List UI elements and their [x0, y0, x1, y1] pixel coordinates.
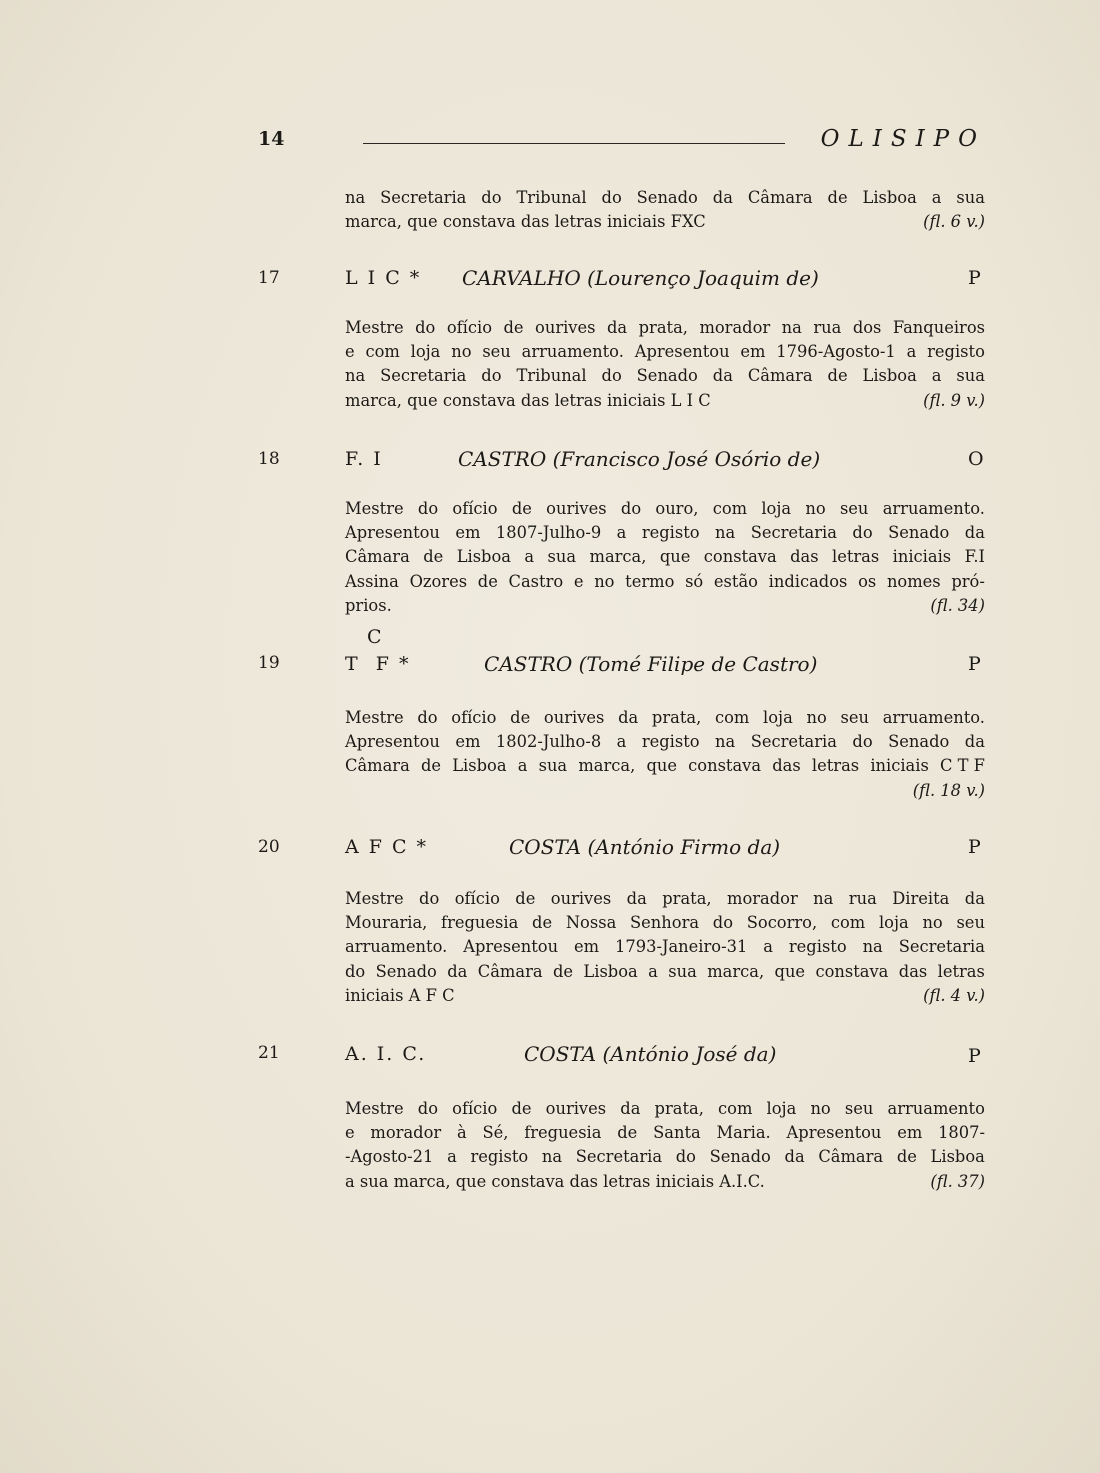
- word: a: [616, 523, 627, 543]
- word: Senado: [636, 366, 698, 386]
- word: seu: [956, 913, 985, 933]
- word: do: [415, 318, 436, 337]
- word: da: [620, 1099, 641, 1118]
- word: na: [715, 523, 736, 543]
- word: ourives: [550, 889, 612, 908]
- word: Lisboa: [583, 961, 638, 981]
- text-line-last: [345, 984, 985, 1008]
- word: freguesia: [524, 1123, 602, 1143]
- word: nomes: [886, 571, 941, 591]
- word: seu: [844, 1099, 874, 1118]
- word: com: [718, 1099, 753, 1118]
- word: do: [419, 889, 440, 908]
- word: Lisboa: [862, 188, 917, 207]
- word: da: [964, 523, 985, 543]
- text-line: [345, 316, 985, 340]
- text-line: [345, 960, 985, 984]
- word: na: [715, 732, 736, 752]
- folio-reference: (fl. 37): [930, 1171, 985, 1191]
- word: marca,: [707, 961, 765, 981]
- line-text: marca, que constava das letras iniciais FXC: [345, 212, 706, 232]
- word: ofício: [454, 889, 500, 908]
- word: Secretaria: [380, 188, 467, 207]
- word: do: [417, 499, 439, 518]
- word: na: [813, 889, 834, 908]
- entry-name: CASTRO (Tomé Filipe de Castro): [484, 652, 818, 676]
- word: no: [594, 571, 615, 591]
- word: à: [456, 1123, 467, 1143]
- word: ofício: [452, 1099, 498, 1118]
- word: loja: [766, 1099, 797, 1118]
- text-line: [345, 911, 985, 935]
- word: das: [898, 961, 928, 981]
- entry-name: CASTRO (Francisco José Osório de): [458, 447, 821, 471]
- word: arruamento: [887, 1099, 985, 1118]
- word: que: [774, 961, 806, 981]
- word: das: [790, 547, 819, 567]
- word: do: [712, 913, 734, 933]
- word: de: [896, 1147, 917, 1167]
- entry-mark: L I C *: [345, 267, 422, 289]
- word: Mestre: [345, 1099, 404, 1118]
- word: a: [648, 961, 658, 981]
- entry-number: 17: [258, 268, 280, 288]
- word: registo: [788, 937, 847, 957]
- word: Santa: [653, 1123, 701, 1143]
- line-text: a sua marca, que constava das letras iniciais A.I.C.: [345, 1171, 765, 1191]
- entry-mark: A F C *: [345, 836, 429, 858]
- header-rule: [363, 143, 785, 144]
- word: Apresentou: [786, 1123, 882, 1143]
- word: de: [420, 756, 442, 776]
- word: ofício: [452, 499, 498, 518]
- word: na: [862, 937, 883, 957]
- word: da: [447, 961, 468, 981]
- word: seu: [839, 499, 869, 518]
- word: Senado: [375, 961, 437, 981]
- entry-name: CARVALHO (Lourenço Joaquim de): [462, 266, 819, 290]
- word: ofício: [446, 318, 492, 337]
- word: Mestre: [345, 318, 404, 337]
- word: Senado: [636, 188, 698, 207]
- text-line: [345, 545, 985, 569]
- text-line: [345, 754, 985, 778]
- word: dos: [852, 318, 882, 337]
- word: Senado: [709, 1147, 771, 1167]
- word: morador: [727, 889, 798, 908]
- word: na: [345, 366, 366, 386]
- word: na: [781, 318, 802, 337]
- entry-type: P: [968, 267, 981, 289]
- word: no: [922, 913, 943, 933]
- word: Câmara: [818, 1147, 884, 1167]
- word: do: [417, 1099, 438, 1118]
- word: iniciais: [870, 756, 929, 776]
- word: 1796-Agosto-1: [776, 342, 896, 362]
- word: Senhora: [630, 913, 700, 933]
- word: de: [552, 961, 574, 981]
- text-line: [345, 340, 985, 364]
- word: de: [511, 499, 532, 518]
- entry-mark: T F *: [345, 653, 411, 675]
- word: rua: [813, 318, 842, 337]
- entry-type: P: [968, 1045, 981, 1067]
- word: do: [852, 732, 873, 752]
- word: Apresentou: [345, 523, 440, 543]
- word: Apresentou: [463, 937, 559, 957]
- word: Lisboa: [456, 547, 511, 567]
- word: de: [617, 1123, 638, 1143]
- text-line: [345, 570, 985, 594]
- word: na: [345, 188, 366, 207]
- word: Secretaria: [575, 1147, 663, 1167]
- word: do: [852, 523, 873, 543]
- folio-reference: (fl. 34): [930, 595, 985, 615]
- word: do: [481, 188, 502, 207]
- word: Mestre: [345, 499, 404, 518]
- entry-type: O: [968, 448, 984, 470]
- word: marca,: [589, 547, 647, 567]
- word: letras: [832, 547, 880, 567]
- text-line: [345, 1097, 985, 1121]
- text-line: [345, 730, 985, 754]
- word: e: [345, 1123, 355, 1143]
- word: termo: [625, 571, 675, 591]
- entry-number: 18: [258, 449, 280, 469]
- word: morador: [699, 318, 771, 337]
- word: ourives: [543, 708, 605, 727]
- word: Socorro,: [746, 913, 818, 933]
- journal-title: OLISIPO: [820, 126, 986, 152]
- word: marca,: [578, 756, 636, 776]
- word: com: [830, 913, 866, 933]
- word: rua: [848, 889, 877, 908]
- word: do: [417, 708, 438, 727]
- word: no: [451, 342, 472, 362]
- word: de: [515, 889, 536, 908]
- word: a: [906, 342, 917, 362]
- word: indicados: [768, 571, 848, 591]
- text-line: [345, 186, 985, 210]
- entry-type: P: [968, 653, 981, 675]
- word: de: [532, 913, 553, 933]
- word: em: [740, 342, 766, 362]
- text-line-last: [345, 1170, 985, 1194]
- word: Maria.: [716, 1123, 771, 1143]
- entry-number: 20: [258, 837, 280, 857]
- word: e: [573, 571, 584, 591]
- word: loja: [410, 342, 441, 362]
- word: a: [616, 732, 627, 752]
- line-text: prios.: [345, 595, 392, 615]
- word: de: [503, 318, 524, 337]
- word: da: [964, 889, 985, 908]
- word: ourives: [545, 1099, 607, 1118]
- word: letras: [937, 961, 985, 981]
- word: arruamento.: [882, 499, 985, 518]
- word: Lisboa: [930, 1147, 985, 1167]
- word: Secretaria: [750, 732, 837, 752]
- text-line-last: [345, 594, 985, 618]
- text-line: [345, 521, 985, 545]
- entry-description: [345, 706, 985, 803]
- word: -Agosto-21: [345, 1147, 434, 1167]
- text-line: [345, 887, 985, 911]
- word: do: [601, 366, 622, 386]
- word: do: [620, 499, 642, 518]
- word: 1802-Julho-8: [495, 732, 602, 752]
- line-text: marca, que constava das letras iniciais L I C: [345, 390, 711, 410]
- text-line: [345, 706, 985, 730]
- text-line: [345, 364, 985, 388]
- entry-description: [345, 887, 985, 1008]
- entry-number: 19: [258, 653, 280, 673]
- word: a: [763, 937, 773, 957]
- word: Câmara: [345, 756, 410, 776]
- continuation-paragraph: [345, 186, 985, 234]
- folio-reference: (fl. 18 v.): [912, 780, 985, 800]
- word: registo: [927, 342, 985, 362]
- word: iniciais: [892, 547, 952, 567]
- word: arruamento.: [345, 937, 448, 957]
- word: do: [601, 188, 622, 207]
- folio-reference: (fl. 6 v.): [923, 212, 985, 232]
- word: de: [423, 547, 444, 567]
- word: Mouraria,: [345, 913, 428, 933]
- word: Lisboa: [862, 366, 917, 386]
- line-text: iniciais A F C: [345, 985, 455, 1005]
- word: registo: [641, 523, 700, 543]
- text-line: [345, 935, 985, 959]
- word: em: [574, 937, 600, 957]
- word: prata,: [654, 1099, 704, 1118]
- entry-mark: F. I: [345, 448, 383, 470]
- text-line: [345, 1145, 985, 1169]
- word: Câmara: [747, 366, 813, 386]
- word: com: [714, 708, 750, 727]
- word: de: [827, 366, 848, 386]
- word: na: [541, 1147, 563, 1167]
- word: freguesia: [441, 913, 519, 933]
- word: 1807-Julho-9: [495, 523, 602, 543]
- word: ourives: [535, 318, 596, 337]
- word: prata,: [662, 889, 712, 908]
- word: ofício: [451, 708, 497, 727]
- page-header: [258, 128, 988, 160]
- word: Castro: [508, 571, 564, 591]
- word: a: [931, 188, 942, 207]
- word: a: [931, 366, 942, 386]
- folio-reference: (fl. 4 v.): [923, 985, 985, 1005]
- entry-number: 21: [258, 1043, 280, 1063]
- word: da: [626, 889, 647, 908]
- word: sua: [538, 756, 568, 776]
- word: a: [447, 1147, 457, 1167]
- word: de: [511, 1099, 532, 1118]
- text-line: [345, 1121, 985, 1145]
- word: Sé,: [482, 1123, 509, 1143]
- word: Assina: [345, 571, 399, 591]
- word: em: [897, 1123, 923, 1143]
- word: loja: [761, 499, 792, 518]
- word: que: [659, 547, 691, 567]
- word: que: [646, 756, 677, 776]
- word: Ozores: [409, 571, 468, 591]
- entry-description: [345, 497, 985, 618]
- word: 1807-: [938, 1123, 985, 1143]
- word: Mestre: [345, 708, 404, 727]
- word: estão: [713, 571, 758, 591]
- word: das: [772, 756, 801, 776]
- word: Direita: [892, 889, 950, 908]
- text-line-last: [345, 210, 985, 234]
- entry-name: COSTA (António Firmo da): [509, 835, 781, 859]
- word: loja: [763, 708, 793, 727]
- word: Mestre: [345, 889, 404, 908]
- word: do: [481, 366, 502, 386]
- word: da: [712, 366, 733, 386]
- word: loja: [878, 913, 909, 933]
- entry-description: [345, 316, 985, 413]
- entry-name: COSTA (António José da): [524, 1042, 777, 1066]
- word: letras: [811, 756, 860, 776]
- word: no: [806, 708, 827, 727]
- word: da: [784, 1147, 805, 1167]
- word: constava: [688, 756, 762, 776]
- word: do: [345, 961, 366, 981]
- word: arruamento.: [882, 708, 985, 727]
- word: Secretaria: [898, 937, 985, 957]
- word: arruamento.: [521, 342, 624, 362]
- word: seu: [482, 342, 511, 362]
- entry-mark: A. I. C.: [345, 1043, 427, 1065]
- word: ouro,: [655, 499, 699, 518]
- folio-line: [345, 779, 985, 803]
- word: registo: [641, 732, 700, 752]
- word: de: [827, 188, 848, 207]
- text-line: [345, 497, 985, 521]
- word: com: [365, 342, 400, 362]
- word: sua: [956, 188, 985, 207]
- word: Câmara: [345, 547, 410, 567]
- word: pró-: [951, 571, 985, 591]
- word: ourives: [546, 499, 607, 518]
- word: constava: [815, 961, 889, 981]
- text-line-last: [345, 389, 985, 413]
- word: prata,: [638, 318, 688, 337]
- word: morador: [370, 1123, 442, 1143]
- word: F.I: [964, 547, 985, 567]
- entry-mark-top: C: [367, 626, 382, 648]
- word: Fanqueiros: [892, 318, 985, 337]
- word: da: [606, 318, 628, 337]
- word: no: [810, 1099, 831, 1118]
- word: sua: [547, 547, 577, 567]
- word: em: [455, 523, 481, 543]
- folio-reference: (fl. 9 v.): [923, 390, 985, 410]
- word: Senado: [888, 523, 950, 543]
- word: Tribunal: [516, 188, 587, 207]
- word: de: [510, 708, 531, 727]
- word: 1793-Janeiro-31: [615, 937, 748, 957]
- word: Tribunal: [516, 366, 587, 386]
- word: sua: [668, 961, 697, 981]
- word: Secretaria: [380, 366, 467, 386]
- word: seu: [840, 708, 869, 727]
- word: em: [455, 732, 481, 752]
- word: Senado: [888, 732, 950, 752]
- word: da: [712, 188, 733, 207]
- word: só: [685, 571, 704, 591]
- word: da: [618, 708, 639, 727]
- word: a: [524, 547, 535, 567]
- entry-description: [345, 1097, 985, 1194]
- word: sua: [956, 366, 985, 386]
- word: Câmara: [747, 188, 813, 207]
- word: C T F: [939, 756, 985, 776]
- word: do: [675, 1147, 696, 1167]
- entry-type: P: [968, 836, 981, 858]
- word: a: [517, 756, 528, 776]
- word: com: [712, 499, 748, 518]
- word: Lisboa: [452, 756, 507, 776]
- word: Câmara: [477, 961, 543, 981]
- word: os: [858, 571, 877, 591]
- word: constava: [703, 547, 777, 567]
- word: registo: [470, 1147, 529, 1167]
- word: da: [964, 732, 985, 752]
- word: Apresentou: [345, 732, 440, 752]
- word: Secretaria: [750, 523, 837, 543]
- word: e: [345, 342, 355, 362]
- word: de: [477, 571, 498, 591]
- word: Nossa: [565, 913, 617, 933]
- word: Apresentou: [634, 342, 730, 362]
- word: no: [805, 499, 826, 518]
- word: prata,: [651, 708, 702, 727]
- page-number: 14: [258, 128, 285, 150]
